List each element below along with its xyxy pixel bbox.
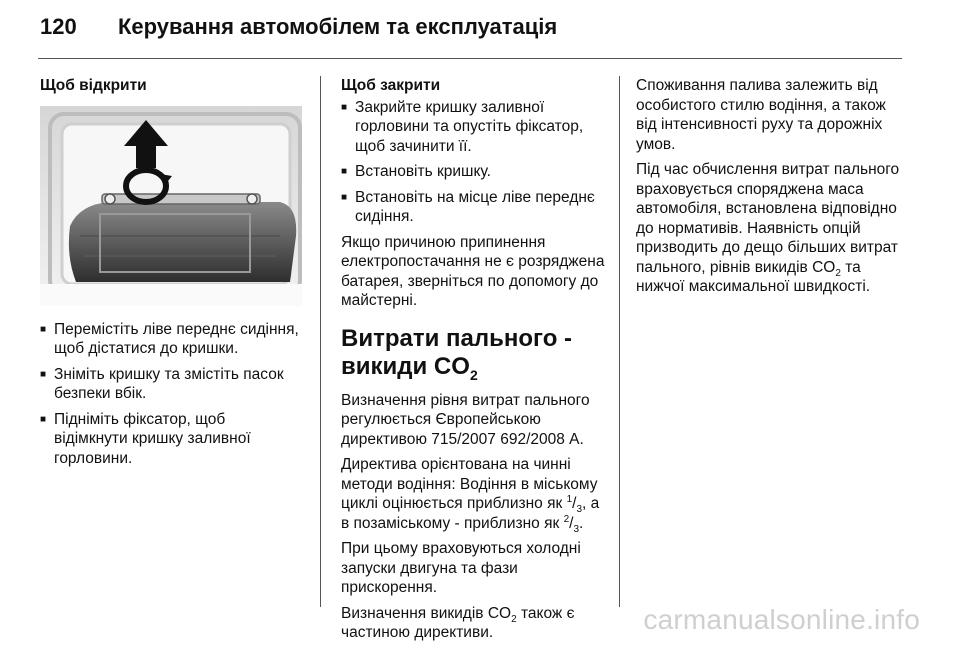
fraction-slash: / xyxy=(572,495,577,512)
fraction-numerator: 2 xyxy=(563,513,570,525)
list-item: ■ Підніміть фіксатор, щоб відімкнути кришку заливної горловини. xyxy=(40,410,300,469)
heading-line-1: Витрати пального - xyxy=(341,324,573,352)
list-item: ■ Встановіть на місце ліве переднє сидіння. xyxy=(341,188,606,227)
consumption-paragraph: Споживання палива залежить від особистого стилю водіння, а також від інтенсивності руху та дорожніх умов. xyxy=(636,77,886,153)
calculation-paragraph xyxy=(636,160,906,297)
page-header xyxy=(40,14,557,40)
watermark: carmanualsonline.info xyxy=(643,604,920,635)
text-span: Під час обчислення витрат пального враховується споряджена маса автомобіля, встановлена відповідно до нормативів. Наявність опцій призводить до дещо більших витрат пального, рівнів викидів CO xyxy=(636,161,900,276)
list-item: ■ Закрийте кришку заливної горловини та опустіть фіксатор, щоб зачинити її. xyxy=(341,98,606,157)
subheading-close: Щоб закрити xyxy=(341,77,441,94)
text-span: Визначення викидів CO xyxy=(341,604,512,622)
emissions-paragraph xyxy=(341,604,606,643)
list-item: ■ Перемістіть ліве переднє сидіння, щоб дістатися до кришки. xyxy=(40,320,300,359)
subheading-open: Щоб відкрити xyxy=(40,77,147,94)
text-span: . xyxy=(579,514,584,532)
header-rule xyxy=(38,58,902,59)
page-title: Керування автомобілем та експлуатація xyxy=(118,14,558,39)
driving-cycle-paragraph xyxy=(341,455,606,533)
fraction-numerator: 1 xyxy=(566,493,573,505)
directive-paragraph: Визначення рівня витрат пального регулюється Європейською директивою 715/2007 692/2008 A. xyxy=(341,391,590,448)
fuel-cap-illustration xyxy=(40,106,302,306)
cold-start-paragraph: При цьому враховуються холодні запуски двигуна та фази прискорення. xyxy=(341,540,581,596)
heading-line-2: викиди CO xyxy=(341,352,470,380)
column-2 xyxy=(341,76,606,649)
list-item: ■ Встановіть кришку. xyxy=(341,162,606,182)
text-span: також є частиною директиви. xyxy=(341,604,575,641)
heading-subscript: 2 xyxy=(469,366,478,383)
column-3 xyxy=(636,76,906,303)
column-divider-2 xyxy=(619,76,620,607)
close-steps-list xyxy=(341,98,606,227)
page-number: 120 xyxy=(40,14,77,39)
text-span: та нижчої максимальної швидкості. xyxy=(636,258,871,295)
open-steps-list xyxy=(40,320,300,469)
co2-subscript: 2 xyxy=(835,267,841,279)
list-item: ■ Зніміть кришку та змістіть пасок безпеки вбік. xyxy=(40,365,300,404)
text-span: Директива орієнтована на чинні методи водіння: Водіння в міському циклі оцінюється приблизно як xyxy=(341,456,598,512)
fraction-denominator: 3 xyxy=(573,523,580,535)
text-span: , а в позаміському - приблизно як xyxy=(341,495,600,532)
fraction-slash: / xyxy=(569,514,574,532)
column-divider-1 xyxy=(320,76,321,607)
fraction-denominator: 3 xyxy=(576,504,583,516)
co2-subscript: 2 xyxy=(511,613,517,625)
column-1 xyxy=(40,76,300,474)
section-heading xyxy=(341,325,606,381)
power-failure-note: Якщо причиною припинення електропостачання не є розряджена батарея, зверніться по допомогу до майстерні. xyxy=(341,233,605,309)
